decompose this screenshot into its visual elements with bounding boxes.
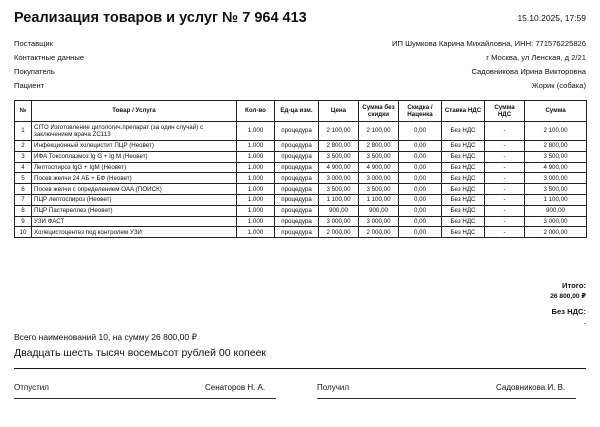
table-cell: 8 (15, 205, 32, 216)
table-cell: 3 000,00 (359, 173, 399, 184)
table-cell: Без НДС (442, 151, 485, 162)
document-header (14, 10, 586, 30)
table-cell: 6 (15, 184, 32, 195)
table-cell: 2 800,00 (525, 141, 587, 152)
table-cell: 0,00 (399, 122, 442, 141)
table-cell: - (485, 227, 525, 238)
info-label: Покупатель (14, 67, 55, 76)
table-cell: 2 100,00 (359, 122, 399, 141)
table-cell: процедура (275, 162, 319, 173)
table-cell: Без НДС (442, 194, 485, 205)
table-cell: Инфекционный холецистит ПЦР (Неовет) (32, 141, 237, 152)
table-cell: процедура (275, 227, 319, 238)
info-value: Садовникова Ирина Викторовна (471, 67, 586, 76)
table-cell: 1.000 (237, 162, 275, 173)
table-cell: 2 (15, 141, 32, 152)
table-cell: 0,00 (399, 216, 442, 227)
table-row (15, 216, 587, 227)
table-cell: 3 000,00 (319, 216, 359, 227)
table-cell: ПЦР Пастереллез (Неовет) (32, 205, 237, 216)
table-cell: 2 800,00 (319, 141, 359, 152)
table-cell: ПЦР лептоспироз (Неовет) (32, 194, 237, 205)
table-cell: Посев желчи с определением ОАА (ПОИСК) (32, 184, 237, 195)
column-header: Сумма без скидки (359, 101, 399, 122)
column-header: Ед-ца изм. (275, 101, 319, 122)
table-cell: 1.000 (237, 216, 275, 227)
table-cell: - (485, 122, 525, 141)
table-cell: 0,00 (399, 227, 442, 238)
table-cell: - (485, 184, 525, 195)
info-value: Жорик (собака) (531, 81, 586, 90)
table-cell: 4 900,00 (359, 162, 399, 173)
table-cell: 3 500,00 (525, 151, 587, 162)
table-cell: 3 500,00 (319, 184, 359, 195)
released-signature-line (14, 398, 276, 399)
table-cell: процедура (275, 216, 319, 227)
table-cell: процедура (275, 194, 319, 205)
info-row-patient (14, 81, 586, 93)
table-cell: Без НДС (442, 205, 485, 216)
table-cell: 1.000 (237, 184, 275, 195)
table-cell: Холецистоцентез под контролем УЗИ (32, 227, 237, 238)
table-cell: 1.000 (237, 227, 275, 238)
column-header: Ставка НДС (442, 101, 485, 122)
info-row-supplier (14, 39, 586, 51)
table-cell: - (485, 205, 525, 216)
table-row (15, 205, 587, 216)
table-cell: Посев желчи 24 АБ + БФ (Неовет) (32, 173, 237, 184)
info-label: Пациент (14, 81, 45, 90)
table-cell: 1.000 (237, 151, 275, 162)
table-cell: 1.000 (237, 173, 275, 184)
table-row (15, 162, 587, 173)
column-header: Кол-во (237, 101, 275, 122)
table-cell: Без НДС (442, 216, 485, 227)
table-cell: - (485, 216, 525, 227)
column-header: Скидка / Наценка (399, 101, 442, 122)
table-cell: УЗИ ФАСТ (32, 216, 237, 227)
table-cell: - (485, 173, 525, 184)
table-cell: 0,00 (399, 205, 442, 216)
received-by-name: Садовникова И. В. (496, 383, 566, 392)
info-label: Поставщик (14, 39, 53, 48)
table-cell: 3 000,00 (525, 216, 587, 227)
table-cell: 3 500,00 (359, 151, 399, 162)
items-table-body (15, 122, 587, 238)
table-cell: 900,00 (525, 205, 587, 216)
table-cell: Без НДС (442, 227, 485, 238)
info-label: Контактные данные (14, 53, 85, 62)
table-cell: 3 500,00 (525, 184, 587, 195)
table-row (15, 227, 587, 238)
table-cell: 2 000,00 (359, 227, 399, 238)
table-cell: 10 (15, 227, 32, 238)
table-row (15, 184, 587, 195)
table-cell: 1.000 (237, 141, 275, 152)
table-cell: 0,00 (399, 141, 442, 152)
table-cell: 1.000 (237, 122, 275, 141)
table-cell: 0,00 (399, 151, 442, 162)
table-cell: Без НДС (442, 122, 485, 141)
table-cell: 5 (15, 173, 32, 184)
items-count-line: Всего наименований 10, на сумму 26 800,00 ₽ (14, 332, 197, 342)
column-header: Сумма (525, 101, 587, 122)
table-row (15, 141, 587, 152)
table-cell: - (485, 194, 525, 205)
table-cell: 0,00 (399, 194, 442, 205)
table-cell: 0,00 (399, 184, 442, 195)
table-cell: 9 (15, 216, 32, 227)
column-header: № (15, 101, 32, 122)
info-row-buyer (14, 67, 586, 79)
table-cell: 2 000,00 (319, 227, 359, 238)
table-row (15, 194, 587, 205)
table-cell: 0,00 (399, 173, 442, 184)
table-cell: 0,00 (399, 162, 442, 173)
table-cell: Без НДС (442, 162, 485, 173)
table-cell: - (485, 151, 525, 162)
table-cell: Без НДС (442, 141, 485, 152)
table-cell: 1.000 (237, 205, 275, 216)
table-cell: 900,00 (319, 205, 359, 216)
info-value: ИП Шумкова Карина Михайловна, ИНН: 771576225826 (392, 39, 586, 48)
table-cell: CITO Изготовление цитологич.препарат (за один случай) с заключением врача ZC113 (32, 122, 237, 141)
table-cell: 1 100,00 (525, 194, 587, 205)
released-by-name: Сенаторов Н. А. (205, 383, 266, 392)
table-cell: 3 000,00 (359, 216, 399, 227)
table-cell: 3 (15, 151, 32, 162)
table-cell: процедура (275, 151, 319, 162)
amount-in-words: Двадцать шесть тысяч восемьсот рублей 00 копеек (14, 347, 267, 359)
table-cell: 4 900,00 (525, 162, 587, 173)
table-cell: процедура (275, 122, 319, 141)
received-signature-line (317, 398, 576, 399)
items-table (14, 100, 587, 238)
summary-divider (14, 368, 586, 369)
table-cell: Без НДС (442, 184, 485, 195)
table-cell: 3 500,00 (319, 151, 359, 162)
table-cell: процедура (275, 173, 319, 184)
table-row (15, 151, 587, 162)
table-cell: 1 100,00 (319, 194, 359, 205)
table-cell: 1 (15, 122, 32, 141)
table-header-row (15, 101, 587, 122)
table-cell: процедура (275, 184, 319, 195)
vat-value: - (583, 319, 586, 328)
table-cell: 3 000,00 (319, 173, 359, 184)
table-cell: 4 900,00 (319, 162, 359, 173)
info-value: г Москва, ул Ленская, д 2/21 (486, 53, 586, 62)
received-by-label: Получил (317, 383, 349, 392)
table-cell: 1.000 (237, 194, 275, 205)
table-cell: 3 500,00 (359, 184, 399, 195)
vat-label: Без НДС: (551, 307, 586, 316)
table-cell: 1 100,00 (359, 194, 399, 205)
document-title: Реализация товаров и услуг № 7 964 413 (14, 10, 307, 26)
table-cell: 2 100,00 (525, 122, 587, 141)
table-cell: 2 100,00 (319, 122, 359, 141)
released-by-label: Отпустил (14, 383, 49, 392)
table-cell: 2 800,00 (359, 141, 399, 152)
table-row (15, 173, 587, 184)
table-cell: - (485, 141, 525, 152)
table-cell: ИФА Токсоплазмоз Ig G + Ig M (Неовет) (32, 151, 237, 162)
table-cell: процедура (275, 205, 319, 216)
table-cell: 2 000,00 (525, 227, 587, 238)
table-cell: Без НДС (442, 173, 485, 184)
table-cell: 4 (15, 162, 32, 173)
column-header: Сумма НДС (485, 101, 525, 122)
table-row (15, 122, 587, 141)
table-cell: Лептоспироз IgG + IgM (Неовет) (32, 162, 237, 173)
table-cell: 900,00 (359, 205, 399, 216)
table-cell: - (485, 162, 525, 173)
column-header: Товар / Услуга (32, 101, 237, 122)
info-row-contacts (14, 53, 586, 65)
total-value: 26 800,00 ₽ (550, 293, 586, 300)
table-cell: 7 (15, 194, 32, 205)
column-header: Цена (319, 101, 359, 122)
document-date: 15.10.2025, 17:59 (517, 13, 586, 23)
total-label: Итого: (562, 281, 586, 290)
table-cell: 3 000,00 (525, 173, 587, 184)
table-cell: процедура (275, 141, 319, 152)
